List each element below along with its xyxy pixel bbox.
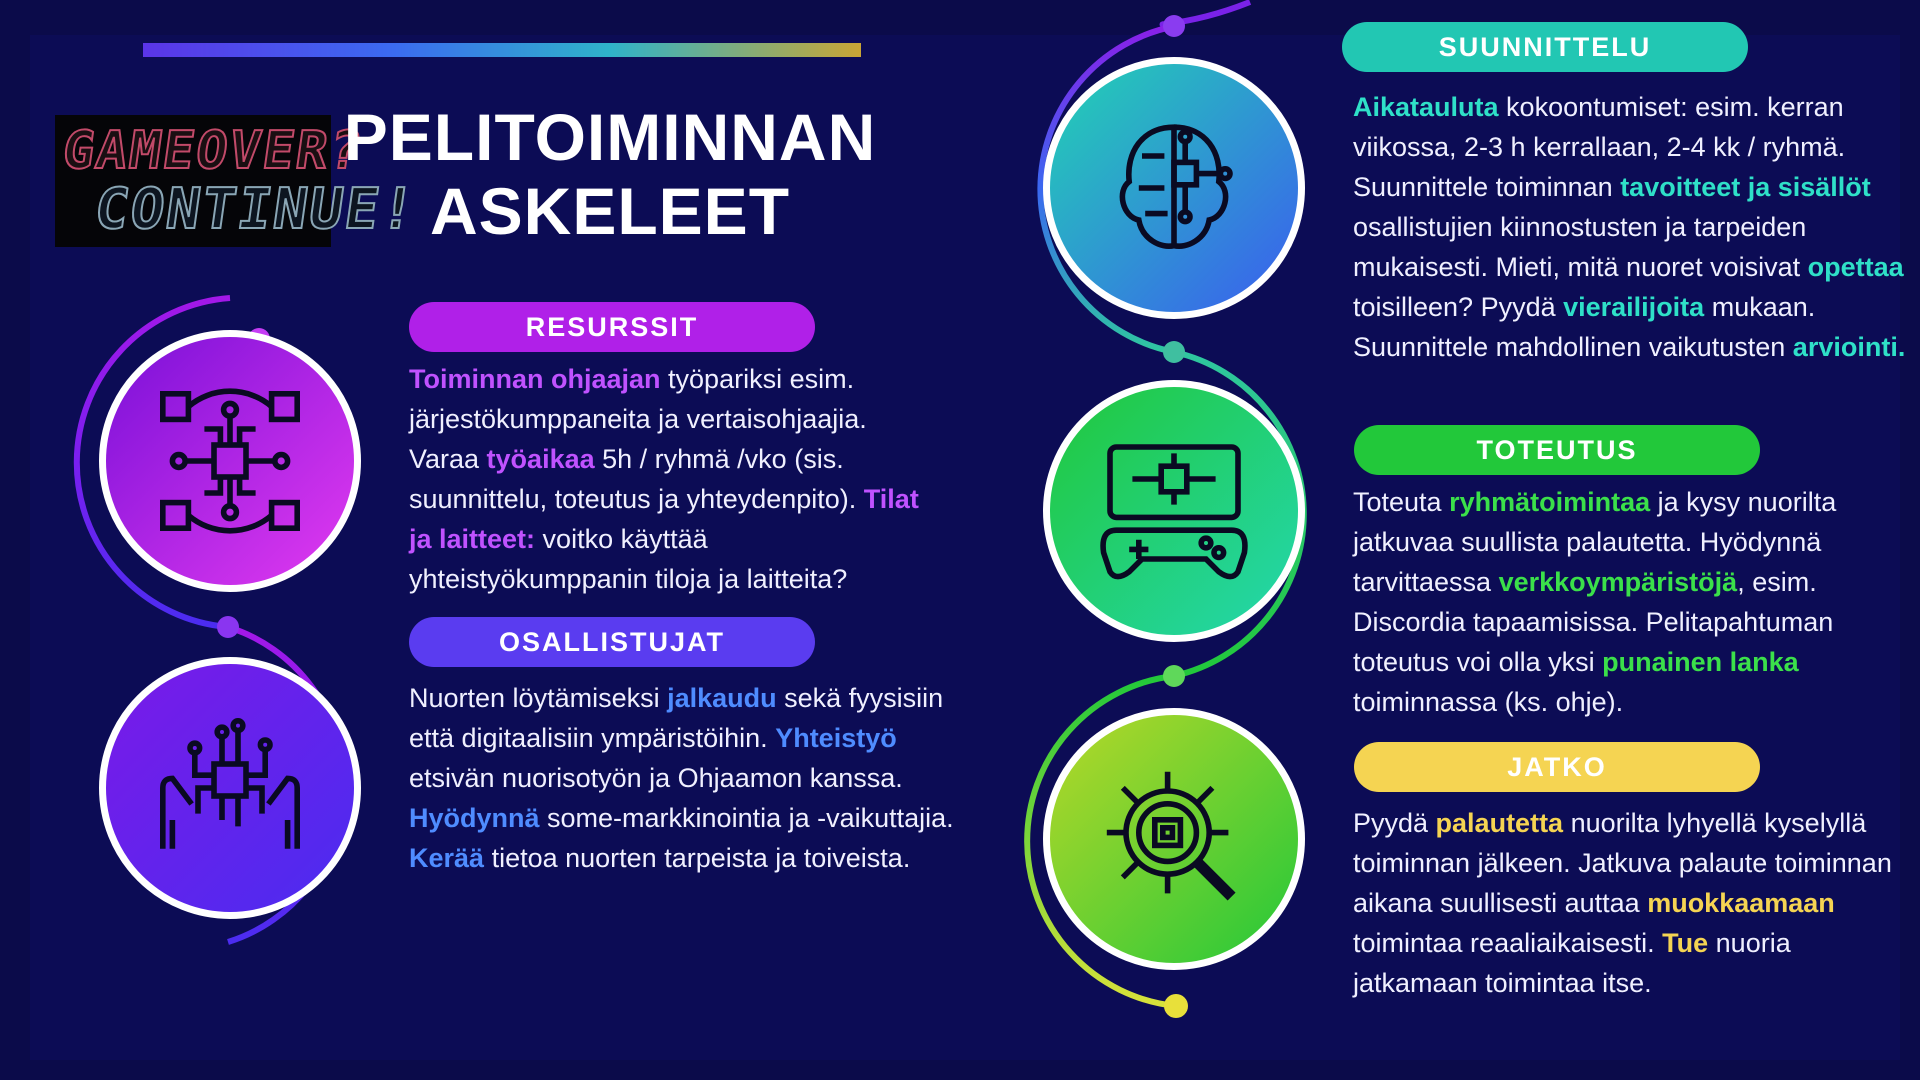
text-span: mukaan. Suunnittele mahdollinen vaikutusten	[1353, 292, 1816, 362]
text-span: toimintaa reaaliaikaisesti.	[1353, 928, 1663, 958]
jatko-circle	[1043, 708, 1305, 970]
hl-hyodynna: Hyödynnä	[409, 803, 540, 833]
hl-yhteistyo: Yhteistyö	[775, 723, 897, 753]
text-span: ja kysy nuorilta jatkuvaa suullista palautetta. Hyödynnä tarvittaessa	[1353, 487, 1837, 597]
text-span: työpariksi esim. järjestökumppaneita ja vertaisohjaajia. Varaa	[409, 364, 867, 474]
resurssit-circle	[99, 330, 361, 592]
text-span: osallistujien kiinnostusten ja tarpeiden mukaisesti. Mieti, mitä nuoret voisivat	[1353, 212, 1808, 282]
hl-toiminnan-ohjaajan: Toiminnan ohjaajan	[409, 364, 661, 394]
suunnittelu-circle	[1043, 57, 1305, 319]
text-span: toiminnassa (ks. ohje).	[1353, 687, 1624, 717]
suunnittelu-header: SUUNNITTELU	[1342, 22, 1748, 72]
hl-arviointi: arviointi.	[1792, 332, 1906, 362]
text-span: sekä fyysisiin että digitaalisiin ympäristöihin.	[409, 683, 944, 753]
hands-chip-icon	[150, 708, 310, 868]
hl-tue: Tue	[1662, 928, 1709, 958]
text-span: etsivän nuorisotyön ja Ohjaamon kanssa.	[409, 763, 903, 793]
osallistujat-text	[409, 678, 974, 878]
text-span: voitko käyttää yhteistyökumppanin tiloja ja laitteita?	[409, 524, 848, 594]
text-span: some-markkinointia ja -vaikuttajia.	[539, 803, 954, 833]
hl-tyoaikaa: työaikaa	[486, 444, 595, 474]
toteutus-text	[1353, 482, 1893, 722]
text-span: kokoontumiset: esim. kerran viikossa, 2-3 h kerrallaan, 2-4 kk / ryhmä. Suunnittele toiminnan	[1353, 92, 1846, 202]
hl-jalkaudu: jalkaudu	[667, 683, 777, 713]
hl-tavoitteet: tavoitteet ja sisällöt	[1620, 172, 1871, 202]
chip-network-icon	[150, 381, 310, 541]
text-span: Nuorten löytämiseksi	[409, 683, 668, 713]
logo-line-1: GAMEOVER?	[58, 121, 367, 181]
title-line-2: ASKELEET	[429, 174, 791, 248]
hl-opettaa: opettaa	[1807, 252, 1904, 282]
toteutus-header: TOTEUTUS	[1354, 425, 1760, 475]
jatko-header: JATKO	[1354, 742, 1760, 792]
text-span: toisilleen? Pyydä	[1353, 292, 1564, 322]
resurssit-header: RESURSSIT	[409, 302, 815, 352]
text-span: tietoa nuorten tarpeista ja toiveista.	[484, 843, 911, 873]
hl-punainen-lanka: punainen lanka	[1602, 647, 1799, 677]
hl-keraa: Kerää	[409, 843, 485, 873]
text-span: 5h / ryhmä /vko (sis. suunnittelu, toteutus ja yhteydenpito).	[409, 444, 864, 514]
hl-ryhmatoimintaa: ryhmätoimintaa	[1449, 487, 1651, 517]
toteutus-circle	[1043, 380, 1305, 642]
osallistujat-header: OSALLISTUJAT	[409, 617, 815, 667]
hl-aikatauluta: Aikatauluta	[1353, 92, 1499, 122]
text-span: Pyydä	[1353, 808, 1436, 838]
osallistujat-circle	[99, 657, 361, 919]
jatko-text	[1353, 803, 1908, 1003]
text-span: , esim. Discordia tapaamisissa. Pelitapahtuman toteutus voi olla yksi	[1353, 567, 1834, 677]
text-span: nuoria jatkamaan toimintaa itse.	[1353, 928, 1791, 998]
hl-verkkoymparistoja: verkkoympäristöjä	[1498, 567, 1738, 597]
text-span: nuorilta lyhyellä kyselyllä toiminnan jälkeen. Jatkuva palaute toiminnan aikana suullisesti auttaa	[1353, 808, 1892, 918]
gamepad-chip-icon	[1094, 431, 1254, 591]
title-line-1: PELITOIMINNAN	[343, 100, 877, 174]
chip-magnifier-icon	[1094, 759, 1254, 919]
hl-palautetta: palautetta	[1435, 808, 1564, 838]
hl-vierailijoita: vierailijoita	[1563, 292, 1705, 322]
resurssit-text	[409, 359, 929, 599]
hl-muokkaamaan: muokkaamaan	[1647, 888, 1835, 918]
brain-circuit-icon	[1094, 108, 1254, 268]
logo-line-2: CONTINUE!	[90, 177, 422, 242]
hl-tilat-ja-laitteet: Tilat ja laitteet:	[409, 484, 919, 554]
text-span: Toteuta	[1353, 487, 1450, 517]
suunnittelu-text	[1353, 87, 1908, 367]
